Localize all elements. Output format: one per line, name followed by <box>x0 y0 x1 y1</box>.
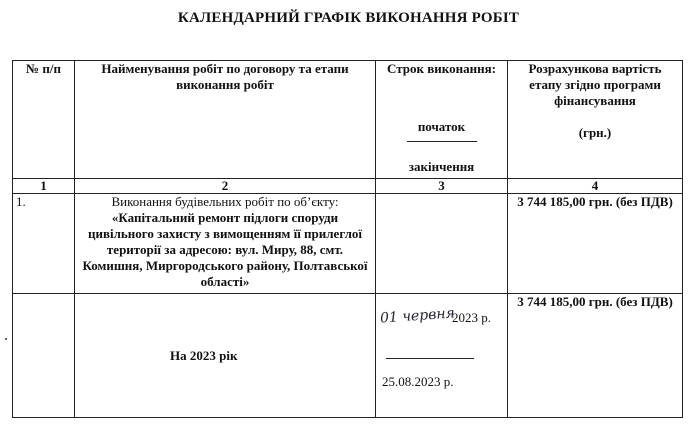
header-term-title: Строк виконання: <box>387 61 496 76</box>
year-label: На 2023 рік <box>75 294 376 418</box>
end-date: 25.08.2023 р. <box>382 374 454 389</box>
table-row <box>13 194 683 294</box>
column-number: 4 <box>508 179 683 194</box>
header-cost-unit: (грн.) <box>578 125 612 140</box>
header-term-divider <box>407 141 477 143</box>
term-dates <box>376 294 508 418</box>
date-divider <box>386 358 474 359</box>
header-cost <box>508 61 683 179</box>
schedule-table <box>12 60 683 418</box>
document-title: КАЛЕНДАРНИЙ ГРАФІК ВИКОНАННЯ РОБІТ <box>177 10 520 26</box>
header-term <box>376 61 508 179</box>
cost-amount: 3 744 185,00 грн. (без ПДВ) <box>508 294 683 418</box>
column-number: 3 <box>376 179 508 194</box>
column-number-row <box>13 179 683 194</box>
header-term-start: початок <box>417 119 466 134</box>
header-works <box>75 61 376 179</box>
header-term-end: закінчення <box>408 159 475 174</box>
column-number: 2 <box>75 179 376 194</box>
header-cost-title: Розрахункова вартість етапу згідно програми фінансування <box>528 61 662 108</box>
work-description <box>75 194 376 294</box>
scan-dot <box>5 338 7 340</box>
table-row <box>13 294 683 418</box>
header-works-label: Найменування робіт по договору та етапи виконання робіт <box>101 61 349 92</box>
header-number <box>13 61 75 179</box>
work-description-object: «Капітальний ремонт підлоги споруди цивільного захисту з вимощенням її прилеглої території за адресою: вул. Миру, 88, смт. Комишня, Миргородського району, Полтавської області» <box>82 210 368 289</box>
term-empty <box>376 194 508 294</box>
cost-amount: 3 744 185,00 грн. (без ПДВ) <box>508 194 683 294</box>
header-number-label: № п/п <box>26 61 61 76</box>
table-header-row <box>13 61 683 179</box>
start-date-year: 2023 р. <box>452 310 491 325</box>
work-description-lead: Виконання будівельних робіт по об’єкту: <box>111 194 339 209</box>
row-number-empty <box>13 294 75 418</box>
handwritten-start-date: 01 червня <box>379 305 456 327</box>
row-number: 1. <box>13 194 75 294</box>
column-number: 1 <box>13 179 75 194</box>
